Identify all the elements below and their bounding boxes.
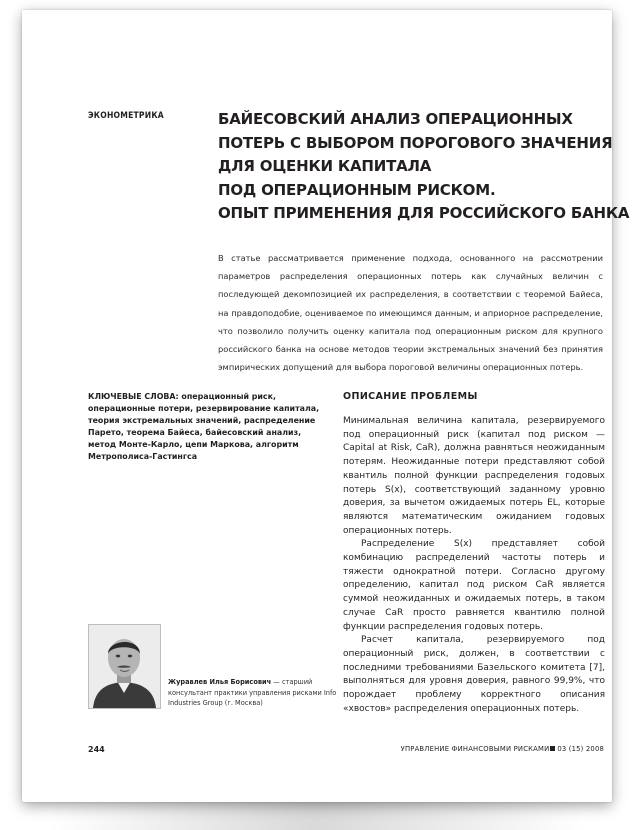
journal-footer [398, 745, 604, 753]
body-text [343, 415, 605, 716]
article-title [218, 108, 630, 226]
paragraph-2: Распределение S(x) представляет собой комбинацию распределений частоты потерь и тяжести однократной потери. Согласно другому определению, капитал под риском CaR является суммой неожиданных и ожидаемых потерь, в таком случае CaR просто равняется квантилю полной функции распределения годовых потерь. [343, 539, 605, 632]
title-line-4: ПОД ОПЕРАЦИОННЫМ РИСКОМ. [218, 180, 496, 199]
paragraph-3: Расчет капитала, резервируемого под операционный риск, должен, в соответствии с последними требованиями Базельского комитета [7], выполняться для уровня доверия, равного 99,9%, что порождает проблему корректного описания «хвостов» распределения операционных потерь. [343, 635, 605, 714]
journal-name: УПРАВЛЕНИЕ ФИНАНСОВЫМИ РИСКАМИ [400, 745, 550, 753]
author-info [168, 677, 338, 709]
author-portrait-image [89, 625, 160, 708]
section-heading-problem: ОПИСАНИЕ ПРОБЛЕМЫ [343, 391, 478, 402]
title-line-5: ОПЫТ ПРИМЕНЕНИЯ ДЛЯ РОССИЙСКОГО БАНКА [218, 204, 630, 222]
page-number: 244 [88, 745, 105, 754]
author-dash: — [271, 678, 282, 686]
title-line-2: ПОТЕРЬ С ВЫБОРОМ ПОРОГОВОГО ЗНАЧЕНИЯ [218, 133, 613, 152]
title-line-3: ДЛЯ ОЦЕНКИ КАПИТАЛА [218, 157, 432, 175]
author-name: Журавлев Илья Борисович [168, 678, 272, 686]
document-page [22, 10, 630, 802]
author-photo [88, 624, 161, 709]
abstract: В статье рассматривается применение подхода, основанного на рассмотрении параметров распределения операционных потерь как случайных величин с последующей декомпозицией их распределения, в соответствии с теоремой Байеса, на правдоподобие, оцениваемое по имеющимся данным, и априорное распределение, что позволило получить оценку капитала под операционным риском для крупного российского банка на основе методов теории экстремальных значений без принятия эмпирических допущений для выбора пороговой величины операционных потерь. [218, 253, 603, 373]
square-separator-icon [550, 746, 555, 751]
author-description: старший консультант практики управления рисками Info Industries Group (г. Москва) [168, 678, 337, 707]
keywords: КЛЮЧЕВЫЕ СЛОВА: операционный риск, операционные потери, резервирование капитала, теория экстремальных значений, распределение Парето, теорема Байеса, байесовский анализ, метод Монте-Карло, цепи Маркова, алгоритм Метрополиса-Гастингса [88, 392, 320, 461]
section-label: ЭКОНОМЕТРИКА [88, 111, 164, 121]
title-line-1: БАЙЕСОВСКИЙ АНАЛИЗ ОПЕРАЦИОННЫХ [218, 110, 573, 128]
journal-issue: 03 (15) 2008 [557, 745, 604, 753]
paragraph-1: Минимальная величина капитала, резервируемого под операционный риск (капитал под риском — Capital at Risk, CaR), должна равняться неожиданным потерям. Неожиданные потери представляют собой квантиль полной функции распределения годовых потерь S(x), соответствующий заданному уровню доверия, за вычетом ожидаемых потерь EL, которые являются математическим ожиданием годовых операционных потерь. [343, 416, 605, 536]
